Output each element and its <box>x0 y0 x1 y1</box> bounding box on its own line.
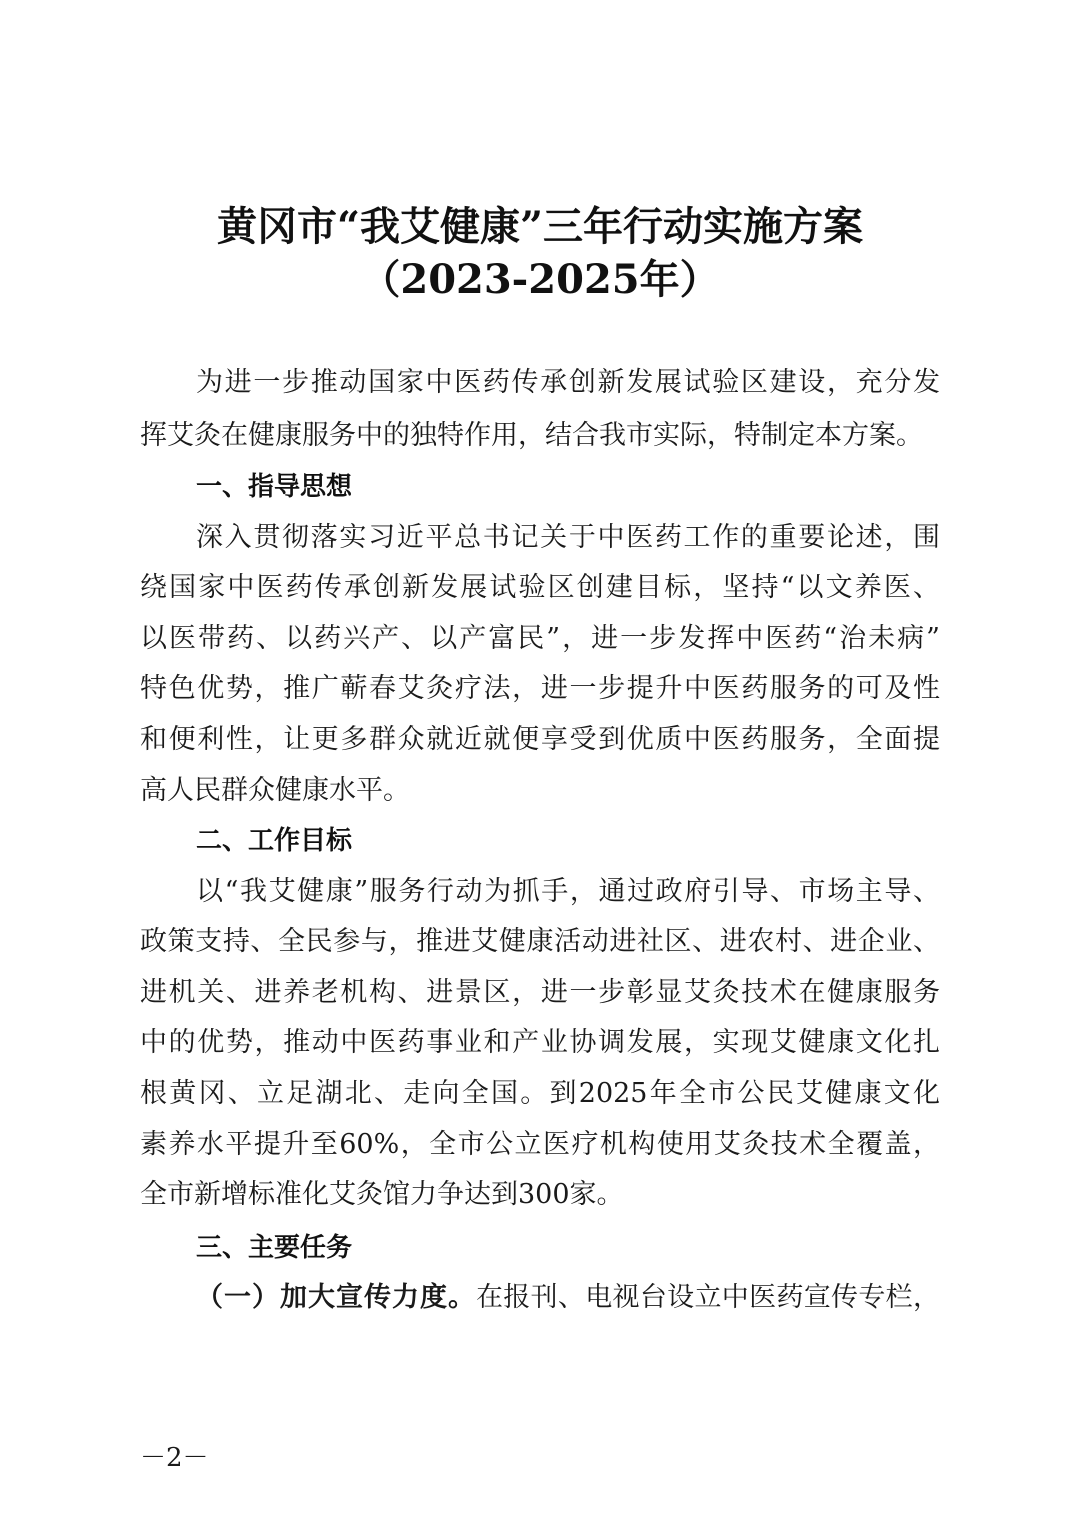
work-goals-paragraph-line: 全市新增标准化艾灸馆力争达到300家。 <box>140 1179 624 1210</box>
work-goals-paragraph-line: 中的优势，推动中医药事业和产业协调发展，实现艾健康文化扎 <box>140 1027 940 1058</box>
guiding-thought-paragraph-line: 以医带药、以药兴产、以产富民”，进一步发挥中医药“治未病” <box>140 623 940 654</box>
guiding-thought-paragraph-line: 特色优势，推广蕲春艾灸疗法，进一步提升中医药服务的可及性 <box>140 673 940 704</box>
intro-paragraph-line: 为进一步推动国家中医药传承创新发展试验区建设，充分发 <box>196 367 940 398</box>
work-goals-paragraph-line: 素养水平提升至60%，全市公立医疗机构使用艾灸技术全覆盖， <box>140 1129 940 1160</box>
section-heading-guiding-thought: 一、指导思想 <box>196 472 353 502</box>
intro-paragraph-line: 挥艾灸在健康服务中的独特作用，结合我市实际，特制定本方案。 <box>140 420 923 451</box>
guiding-thought-paragraph-line: 和便利性，让更多群众就近就便享受到优质中医药服务，全面提 <box>140 724 940 755</box>
section-heading-main-tasks: 三、主要任务 <box>196 1233 353 1263</box>
document-subtitle-years: （2023-2025年） <box>360 256 720 303</box>
work-goals-paragraph-line: 进机关、进养老机构、进景区，进一步彰显艾灸技术在健康服务 <box>140 977 940 1008</box>
guiding-thought-paragraph-line: 深入贯彻落实习近平总书记关于中医药工作的重要论述，围 <box>196 522 940 553</box>
work-goals-paragraph-line: 根黄冈、立足湖北、走向全国。到2025年全市公民艾健康文化 <box>140 1078 940 1109</box>
work-goals-paragraph-line: 政策支持、全民参与，推进艾健康活动进社区、进农村、进企业、 <box>140 926 940 957</box>
guiding-thought-paragraph-line: 绕国家中医药传承创新发展试验区创建目标，坚持“以文养医、 <box>140 572 940 603</box>
subsection-text: 在报刊、电视台设立中医药宣传专栏， <box>476 1282 940 1313</box>
section-heading-work-goals: 二、工作目标 <box>196 826 353 856</box>
work-goals-paragraph-line: 以“我艾健康”服务行动为抓手，通过政府引导、市场主导、 <box>196 876 940 907</box>
main-tasks-first-item <box>196 1273 940 1323</box>
page-number: －2－ <box>140 1443 209 1473</box>
subsection-lead: （一）加大宣传力度。 <box>196 1282 476 1313</box>
guiding-thought-paragraph-line: 高人民群众健康水平。 <box>140 775 410 806</box>
document-title: 黄冈市“我艾健康”三年行动实施方案 <box>216 203 863 250</box>
